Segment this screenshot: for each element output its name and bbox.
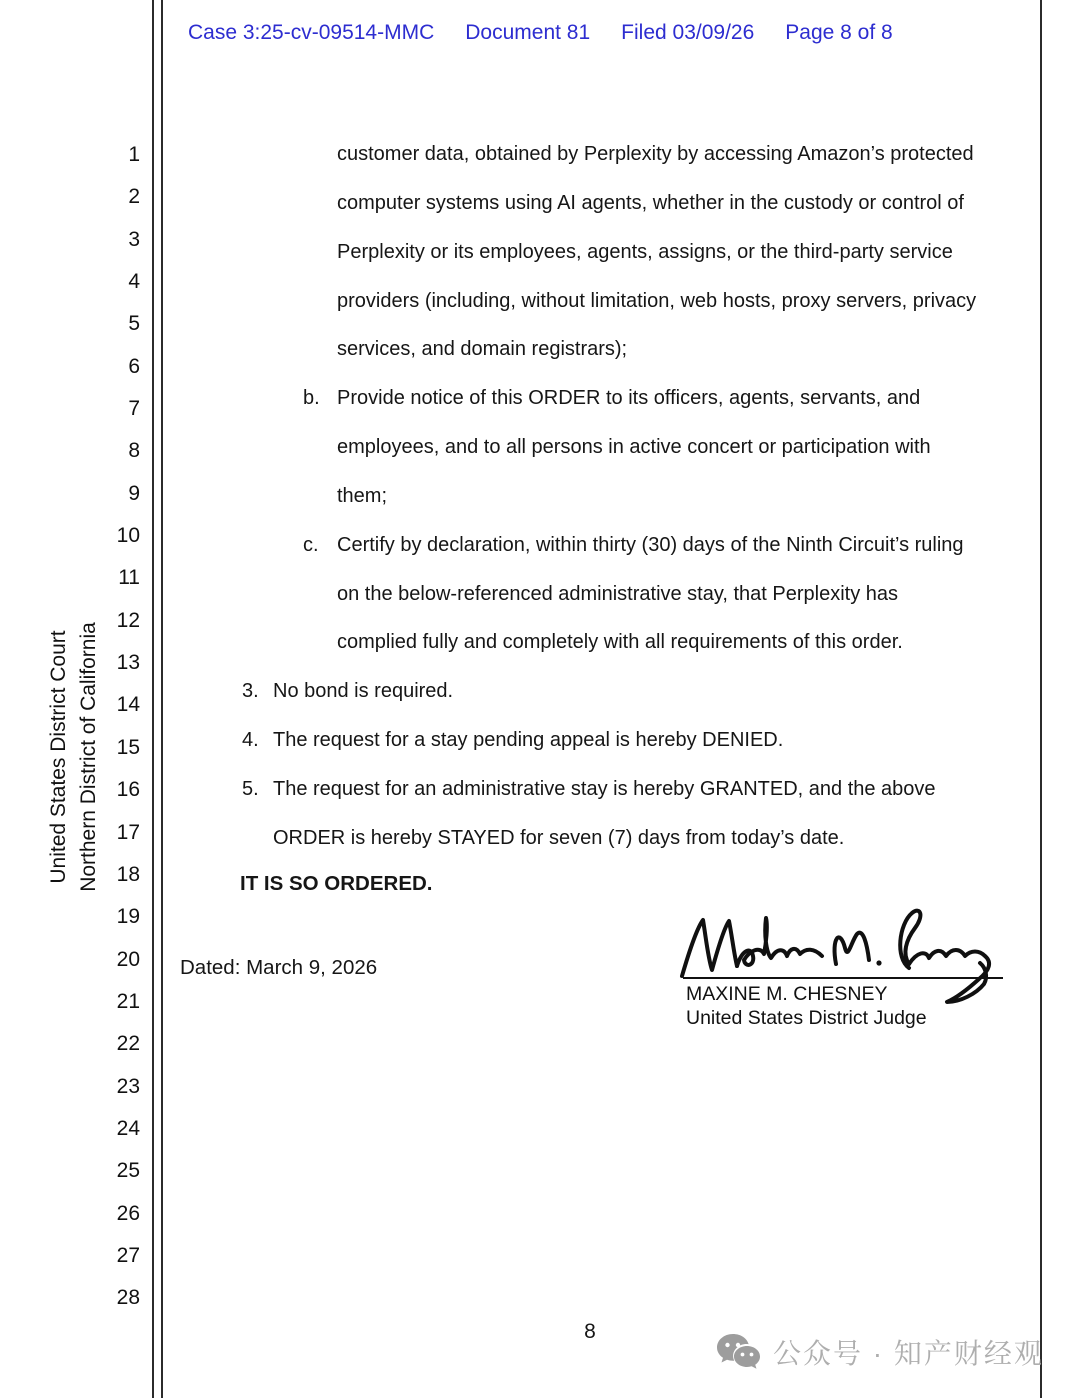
line-number: 4 — [128, 270, 140, 294]
list-marker: b. — [303, 387, 320, 410]
wechat-icon — [716, 1332, 763, 1372]
body-line-text: computer systems using AI agents, whether in the custody or control of — [337, 191, 964, 214]
body-line — [0, 717, 1040, 766]
document-number: Document 81 — [465, 21, 591, 44]
line-number: 2 — [128, 185, 140, 209]
body-line-text: customer data, obtained by Perplexity by accessing Amazon’s protected — [337, 143, 974, 165]
line-number: 25 — [116, 1159, 140, 1183]
body-line — [0, 522, 1040, 571]
line-number: 19 — [116, 905, 140, 929]
page-number: 8 — [584, 1320, 596, 1343]
list-marker: 5. — [242, 777, 259, 800]
line-number: 21 — [116, 989, 140, 1013]
body-line-text: Provide notice of this ORDER to its officers, agents, servants, and — [337, 387, 921, 410]
line-number: 11 — [118, 566, 140, 590]
body-line-text: them; — [337, 484, 388, 507]
line-number: 7 — [128, 397, 140, 421]
court-name-line1: United States District Court — [47, 630, 70, 884]
body-line — [0, 424, 1040, 473]
line-number: 15 — [116, 735, 140, 759]
line-number: 14 — [116, 693, 140, 717]
line-number: 18 — [116, 862, 140, 886]
body-line-text: Perplexity or its employees, agents, assigns, or the third-party service — [337, 240, 953, 263]
body-line-text: on the below-referenced administrative stay, that Perplexity has — [337, 582, 899, 605]
line-number: 22 — [116, 1032, 140, 1056]
line-number: 10 — [116, 524, 140, 548]
filed-date: Filed 03/09/26 — [621, 21, 755, 44]
watermark — [716, 1332, 1044, 1372]
line-number: 8 — [128, 439, 140, 463]
body-line — [0, 815, 1040, 864]
line-number: 16 — [116, 778, 140, 802]
body-line-text: services, and domain registrars); — [337, 338, 628, 361]
watermark-text: 公众号 · 知产财经观 — [773, 1338, 1044, 1369]
page-of: Page 8 of 8 — [785, 21, 893, 44]
line-number: 6 — [128, 354, 140, 378]
body-line — [0, 131, 1040, 180]
line-number: 24 — [116, 1116, 140, 1140]
list-marker: 3. — [242, 680, 259, 703]
line-number: 23 — [116, 1074, 140, 1098]
body-line-text: complied fully and completely with all requirements of this order. — [337, 631, 903, 654]
line-number: 17 — [116, 820, 140, 844]
signature-line — [683, 977, 1003, 979]
line-number: 5 — [128, 312, 140, 336]
line-number: 28 — [116, 1286, 140, 1310]
line-number: 26 — [116, 1201, 140, 1225]
body-line — [0, 619, 1040, 668]
line-number: 13 — [116, 651, 140, 675]
body-line-text: The request for an administrative stay is hereby GRANTED, and the above — [273, 777, 936, 800]
court-name-line2: Northern District of California — [77, 622, 100, 892]
signature-block — [686, 982, 927, 1030]
body-line-text: No bond is required. — [273, 680, 454, 703]
body-line — [0, 668, 1040, 717]
body-line — [0, 571, 1040, 620]
body-line-text: Certify by declaration, within thirty (30) days of the Ninth Circuit’s ruling — [337, 533, 964, 556]
list-marker: c. — [303, 533, 319, 556]
body-line-text: employees, and to all persons in active concert or participation with — [337, 436, 931, 459]
order-body-text — [0, 131, 1040, 864]
line-number: 1 — [128, 143, 140, 166]
body-line-text: providers (including, without limitation, web hosts, proxy servers, privacy — [337, 289, 977, 312]
ecf-header — [188, 21, 893, 45]
right-margin-rule — [1040, 0, 1042, 1398]
so-ordered-line: IT IS SO ORDERED. — [240, 872, 433, 895]
line-number: 12 — [116, 608, 140, 632]
line-number: 20 — [116, 947, 140, 971]
line-number: 27 — [116, 1243, 140, 1267]
body-line — [0, 180, 1040, 229]
body-line — [0, 473, 1040, 522]
body-line-text: ORDER is hereby STAYED for seven (7) days from today’s date. — [273, 826, 845, 849]
judge-name: MAXINE M. CHESNEY — [686, 983, 888, 1005]
list-marker: 4. — [242, 729, 259, 752]
judge-title: United States District Judge — [686, 1007, 927, 1029]
line-number: 9 — [128, 481, 140, 505]
body-line — [0, 375, 1040, 424]
body-line-text: The request for a stay pending appeal is hereby DENIED. — [273, 729, 784, 752]
case-number: Case 3:25-cv-09514-MMC — [188, 21, 435, 44]
dated-line: Dated: March 9, 2026 — [180, 956, 378, 979]
body-line — [0, 326, 1040, 375]
line-number: 3 — [128, 227, 140, 251]
body-line — [0, 229, 1040, 278]
body-line — [0, 766, 1040, 815]
body-line — [0, 278, 1040, 327]
